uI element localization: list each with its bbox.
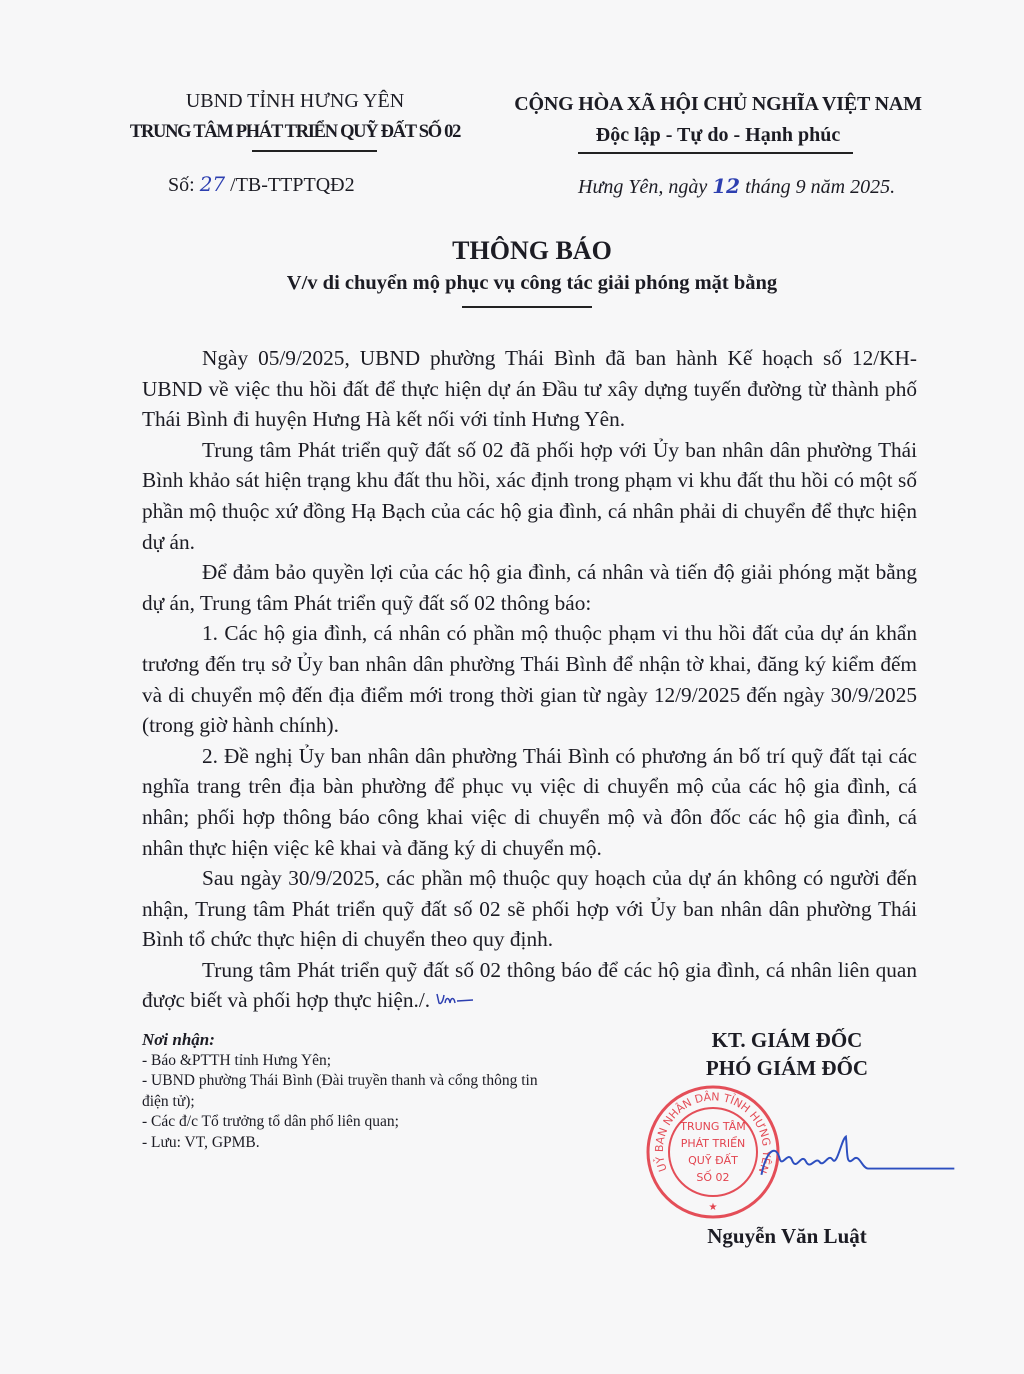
divider — [462, 306, 592, 308]
handwritten-number: 27 — [199, 172, 226, 196]
issuing-agency: TRUNG TÂM PHÁT TRIỂN QUỸ ĐẤT SỐ 02 — [129, 122, 461, 142]
paragraph: Trung tâm Phát triển quỹ đất số 02 thông báo để các hộ gia đình, cá nhân liên quan được biết và phối hợp thực hiện./. — [142, 957, 917, 1013]
signature-block — [637, 1026, 937, 1250]
document-number: Số: 27 /TB-TTPTQĐ2 — [168, 172, 355, 196]
recipient-item: - UBND phường Thái Bình (Đài truyền thanh và cổng thông tin điện tử); — [142, 1072, 538, 1110]
national-title: CỘNG HÒA XÃ HỘI CHỦ NGHĨA VIỆT NAM — [514, 93, 922, 115]
signer-name: Nguyễn Văn Luật — [707, 1224, 867, 1249]
svg-text:QUỸ ĐẤT: QUỸ ĐẤT — [688, 1154, 738, 1168]
document-body — [142, 343, 917, 1016]
issuing-authority: UBND TỈNH HƯNG YÊN — [185, 90, 405, 112]
paragraph: Sau ngày 30/9/2025, các phần mộ thuộc quy hoạch của dự án không có người đến nhận, Trung tâm Phát triển quỹ đất số 02 sẽ phối hợp với Ủy ban nhân dân phường Thái Bình tổ chức thực hiện di chuyển theo quy định. — [142, 866, 917, 952]
document-subject: V/v di chuyển mộ phục vụ công tác giải phóng mặt bằng — [286, 272, 778, 294]
document-title: THÔNG BÁO — [452, 236, 612, 265]
divider — [578, 152, 853, 154]
paragraph: 2. Đề nghị Ủy ban nhân dân phường Thái Bình có phương án bố trí quỹ đất tại các nghĩa trang trên địa bàn phường để phục vụ việc di chuyển mộ của các hộ gia đình, cá nhân; phối hợp thông báo công khai việc di chuyển mộ và đôn đốc các hộ gia đình, cá nhân thực hiện việc kê khai và đăng ký di chuyển mộ. — [142, 743, 917, 860]
recipient-item: - Báo &PTTH tỉnh Hưng Yên; — [142, 1051, 332, 1069]
paragraph: 1. Các hộ gia đình, cá nhân có phần mộ thuộc phạm vi thu hồi đất của dự án khẩn trương đến trụ sở Ủy ban nhân dân phường Thái Bình để nhận tờ khai, đăng ký kiểm đếm và di chuyển mộ đến địa điểm mới trong thời gian từ ngày 12/9/2025 đến ngày 30/9/2025 (trong giờ hành chính). — [142, 621, 917, 738]
document-footer — [142, 1026, 917, 1250]
signature-area — [637, 1082, 937, 1222]
handwritten-day: 12 — [712, 174, 741, 198]
paragraph: Ngày 05/9/2025, UBND phường Thái Bình đã ban hành Kế hoạch số 12/KH-UBND về việc thu hồi đất để thực hiện dự án Đầu tư xây dựng tuyến đường từ thành phố Thái Bình đi huyện Hưng Hà kết nối với tỉnh Hưng Yên. — [142, 346, 917, 432]
handwritten-signature — [757, 1132, 957, 1182]
document-content — [142, 343, 917, 1250]
recipient-item: - Các đ/c Tổ trưởng tổ dân phố liên quan; — [142, 1113, 399, 1131]
document-date: Hưng Yên, ngày 12 tháng 9 năm 2025. — [578, 174, 896, 198]
recipient-item: - Lưu: VT, GPMB. — [142, 1133, 260, 1151]
svg-text:TRUNG TÂM: TRUNG TÂM — [680, 1120, 746, 1134]
initials-mark — [435, 991, 475, 1007]
paragraph: Để đảm bảo quyền lợi của các hộ gia đình, cá nhân và tiến độ giải phóng mặt bằng dự án, Trung tâm Phát triển quỹ đất số 02 thông báo: — [142, 560, 917, 615]
svg-text:★: ★ — [708, 1202, 718, 1214]
svg-text:SỐ 02: SỐ 02 — [696, 1171, 730, 1185]
svg-text:UỶ BAN NHÂN DÂN TỈNH HƯNG YÊN: UỶ BAN NHÂN DÂN TỈNH HƯNG YÊN — [652, 1090, 774, 1176]
recipients — [142, 1026, 562, 1250]
recipients-heading: Nơi nhận: — [142, 1030, 215, 1050]
svg-text:PHÁT TRIỂN: PHÁT TRIỂN — [680, 1137, 746, 1151]
divider — [252, 150, 377, 152]
signature-title: KT. GIÁM ĐỐC — [711, 1028, 863, 1053]
national-motto: Độc lập - Tự do - Hạnh phúc — [595, 124, 841, 146]
signature-position: PHÓ GIÁM ĐỐC — [705, 1056, 869, 1081]
paragraph: Trung tâm Phát triển quỹ đất số 02 đã phối hợp với Ủy ban nhân dân phường Thái Bình khảo sát hiện trạng khu đất thu hồi, xác định trong phạm vi khu đất thu hồi có một số phần mộ thuộc xứ đồng Hạ Bạch của các hộ gia đình, cá nhân phải di chuyển để thực hiện dự án. — [142, 437, 917, 554]
